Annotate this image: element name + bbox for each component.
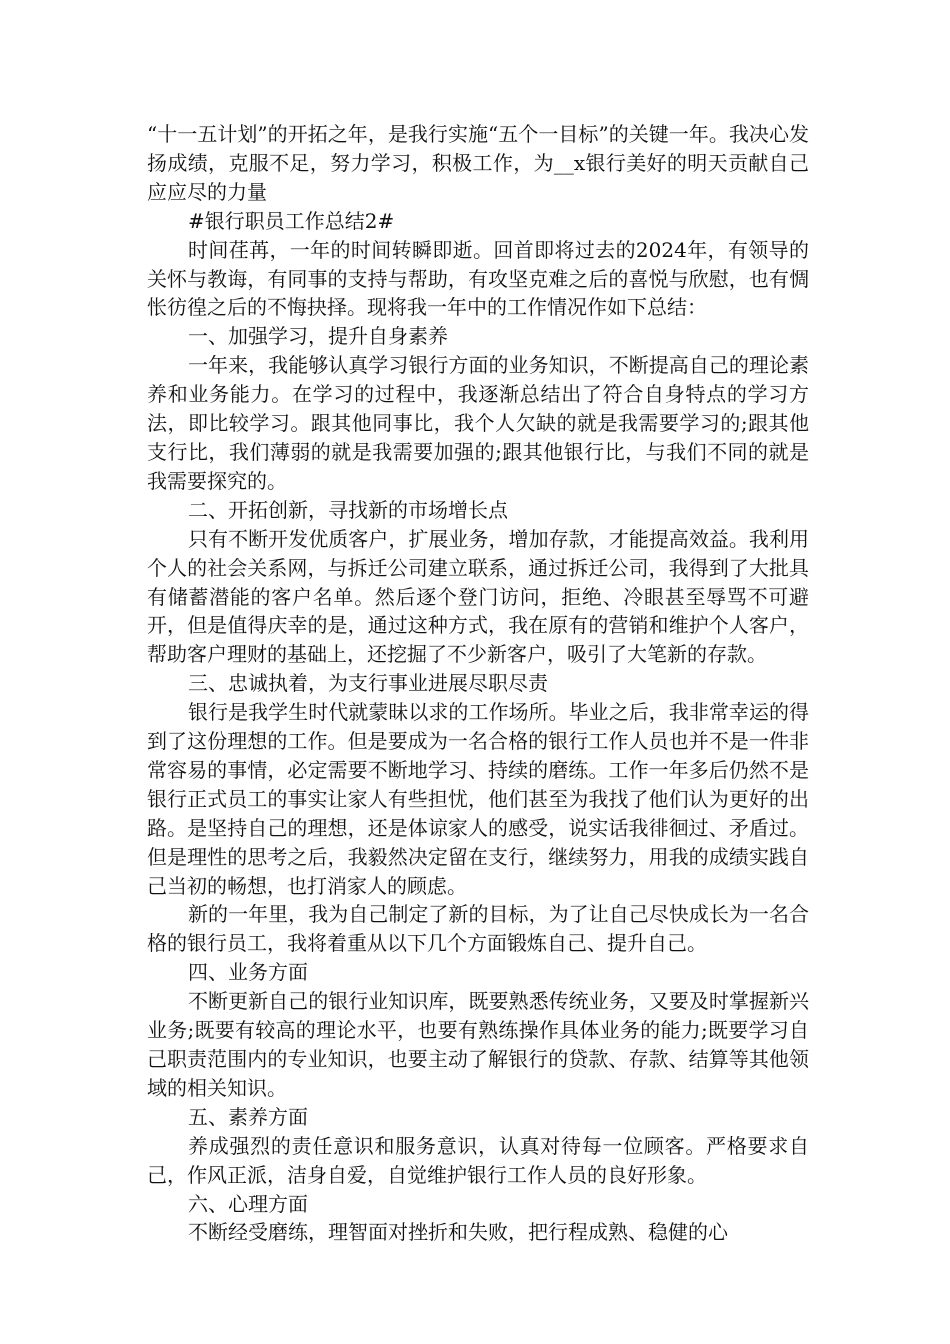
paragraph-psychology: 不断经受磨练，理智面对挫折和失败，把行程成熟、稳健的心 [188,1220,728,1245]
paragraph-innovation: 只有不断开发优质客户，扩展业务，增加存款，才能提高效益。我利用个人的社会关系网，与拆迁公司建立联系，通过拆迁公司，我得到了大批具有储蓄潜能的客户名单。然后逐个登门访问，拒绝、冷眼甚至辱骂不可避开，但是值得庆幸的是，通过这种方式，我在原有的营销和维护个人客户，帮助客户理财的基础上，还挖掘了不少新客户，吸引了大笔新的存款。 [147,526,809,667]
paragraph-loyalty: 银行是我学生时代就蒙昧以求的工作场所。毕业之后，我非常幸运的得到了这份理想的工作。但是要成为一名合格的银行工作人员也并不是一件非常容易的事情，必定需要不断地学习、持续的磨练。工作一年多后仍然不是银行正式员工的事实让家人有些担忧，他们甚至为我找了他们认为更好的出路。是坚持自己的理想，还是体谅家人的感受，说实话我徘徊过、矛盾过。但是理性的思考之后，我毅然决定留在支行，继续努力，用我的成绩实践自己当初的畅想，也打消家人的顾虑。 [147,700,809,898]
heading-loyalty: 三、忠诚执着，为支行事业进展尽职尽责 [188,671,548,696]
paragraph-new-goals: 新的一年里，我为自己制定了新的目标，为了让自己尽快成长为一名合格的银行员工，我将着重从以下几个方面锻炼自己、提升自己。 [147,902,809,956]
paragraph-business: 不断更新自己的银行业知识库，既要熟悉传统业务，又要及时掌握新兴业务;既要有较高的理论水平，也要有熟练操作具体业务的能力;既要学习自己职责范围内的专业知识，也要主动了解银行的贷款、存款、结算等其他领域的相关知识。 [147,989,809,1100]
section-title-summary-2: #银行职员工作总结2# [188,208,395,233]
heading-innovation: 二、开拓创新，寻找新的市场增长点 [188,497,508,522]
heading-study: 一、加强学习，提升自身素养 [188,324,448,349]
paragraph-intro-continuation: “十一五计划”的开拓之年，是我行实施“五个一目标”的关键一年。我决心发扬成绩，克服不足，努力学习，积极工作，为__x银行美好的明天贡献自己应应尽的力量 [147,122,809,204]
heading-quality: 五、素养方面 [188,1104,308,1129]
paragraph-quality: 养成强烈的责任意识和服务意识，认真对待每一位顾客。严格要求自己，作风正派，洁身自爱，自觉维护银行工作人员的良好形象。 [147,1133,809,1187]
paragraph-opening: 时间荏苒，一年的时间转瞬即逝。回首即将过去的2024年，有领导的关怀与教诲，有同事的支持与帮助，有攻坚克难之后的喜悦与欣慰，也有惆怅彷徨之后的不悔抉择。现将我一年中的工作情况作如下总结： [147,237,809,320]
document-page [147,120,809,1247]
heading-psychology: 六、心理方面 [188,1191,308,1216]
heading-business: 四、业务方面 [188,960,308,985]
paragraph-study: 一年来，我能够认真学习银行方面的业务知识，不断提高自己的理论素养和业务能力。在学习的过程中，我逐渐总结出了符合自身特点的学习方法，即比较学习。跟其他同事比，我个人欠缺的就是我需要学习的;跟其他支行比，我们薄弱的就是我需要加强的;跟其他银行比，与我们不同的就是我需要探究的。 [147,353,809,493]
